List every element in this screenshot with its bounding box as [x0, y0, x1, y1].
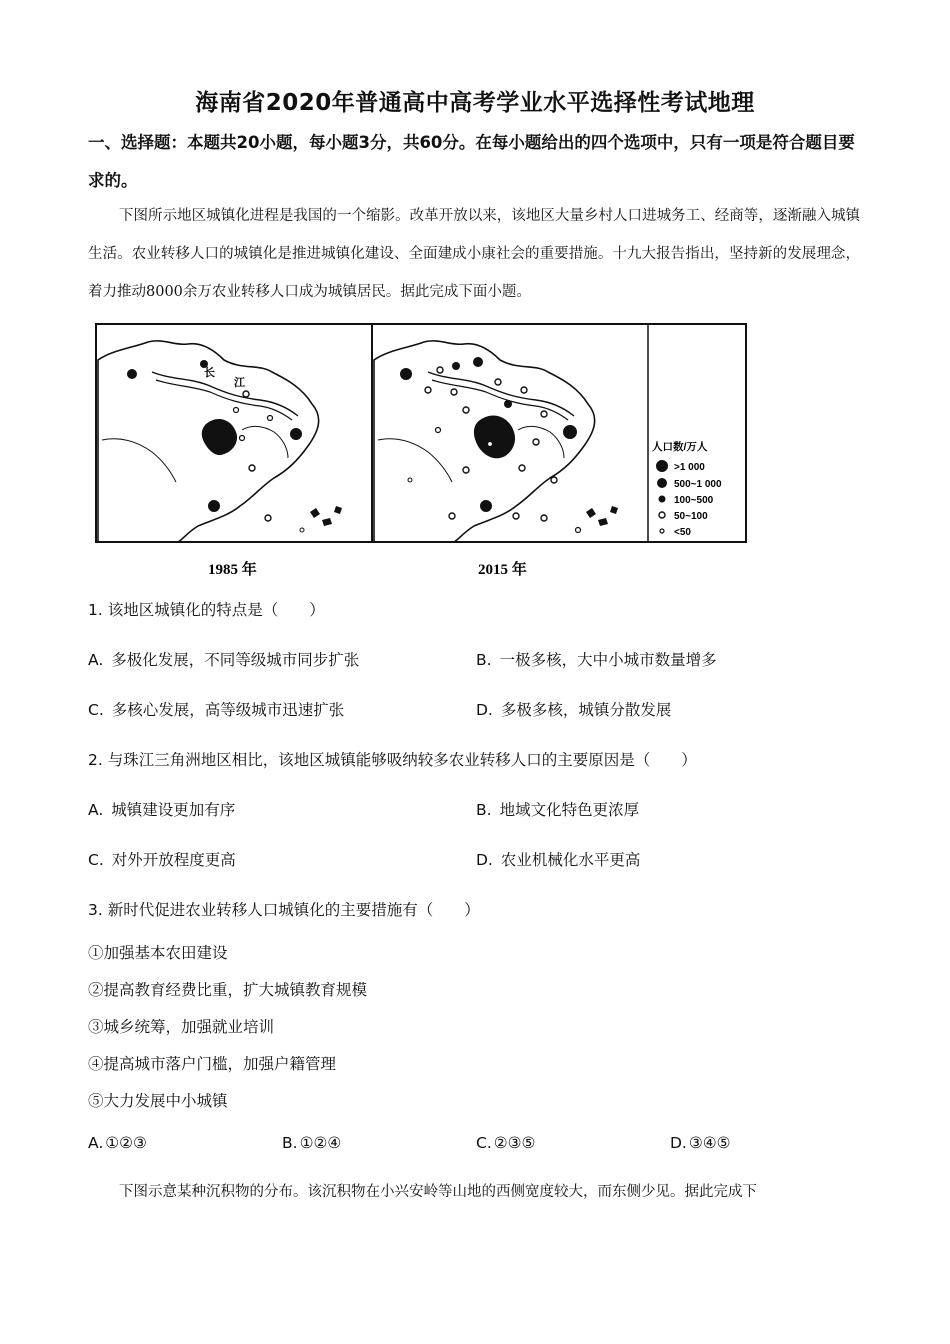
- option-letter: C.: [476, 1134, 492, 1152]
- option-letter: B.: [476, 651, 492, 669]
- option-text: 多极多核，城镇分散发展: [500, 701, 672, 719]
- river-label-chang: 长: [204, 367, 215, 379]
- question-1: [88, 598, 325, 620]
- map-caption-1985: 1985 年: [208, 562, 257, 578]
- q3-statement-5: ⑤大力发展中小城镇: [88, 1092, 228, 1110]
- option-text: 地域文化特色更浓厚: [499, 801, 640, 819]
- section-heading: 一、选择题：本题共20小题，每小题3分，共60分。在每小题给出的四个选项中，只有一项是符合题目要求的。: [88, 133, 855, 190]
- option-letter: C.: [88, 701, 104, 719]
- legend-item-100-500: 100~500: [674, 495, 714, 506]
- option-text: 多核心发展，高等级城市迅速扩张: [111, 701, 345, 719]
- option-text: 城镇建设更加有序: [111, 801, 236, 819]
- question-stem: 与珠江三角洲地区相比，该地区城镇能够吸纳较多农业转移人口的主要原因是（ ）: [107, 751, 697, 769]
- q3-statement-4: ④提高城市落户门槛，加强户籍管理: [88, 1055, 337, 1073]
- river-label-jiang: 江: [234, 377, 245, 389]
- legend-title: 人口数/万人: [652, 441, 708, 453]
- urbanization-map-figure: [92, 320, 748, 580]
- page-title: 海南省2020年普通高中高考学业水平选择性考试地理: [195, 90, 755, 116]
- option-text: ②③⑤: [493, 1134, 536, 1152]
- option-text: ①②④: [299, 1134, 342, 1152]
- question-3: [88, 898, 480, 920]
- option-letter: D.: [670, 1134, 687, 1152]
- q2-option-d[interactable]: [476, 848, 640, 870]
- option-text: ①②③: [105, 1134, 147, 1152]
- option-text: ③④⑤: [688, 1134, 731, 1152]
- q3-statement-3: ③城乡统筹，加强就业培训: [88, 1018, 275, 1036]
- option-text: 多极化发展，不同等级城市同步扩张: [111, 651, 360, 669]
- option-letter: A.: [88, 651, 104, 669]
- option-text: 对外开放程度更高: [111, 851, 236, 869]
- q2-option-a[interactable]: [88, 798, 235, 820]
- q3-option-b[interactable]: [282, 1134, 341, 1152]
- q1-option-d[interactable]: [476, 698, 671, 720]
- option-letter: D.: [476, 851, 493, 869]
- option-letter: A.: [88, 1134, 104, 1152]
- option-letter: D.: [476, 701, 493, 719]
- q2-option-b[interactable]: [476, 798, 639, 820]
- question-2: [88, 748, 697, 770]
- map-legend: [652, 440, 722, 538]
- question-number: 1.: [88, 601, 103, 619]
- legend-item-lt50: <50: [674, 527, 691, 538]
- option-letter: C.: [88, 851, 104, 869]
- q3-statement-1: ①加强基本农田建设: [88, 944, 228, 962]
- option-letter: A.: [88, 801, 104, 819]
- next-intro-paragraph: 下图示意某种沉积物的分布。该沉积物在小兴安岭等山地的西侧宽度较大，而东侧少见。据此完成下: [119, 1184, 757, 1200]
- map-caption-2015: 2015 年: [478, 562, 527, 578]
- intro-paragraph: 下图所示地区城镇化进程是我国的一个缩影。改革开放以来，该地区大量乡村人口进城务工、经商等，逐渐融入城镇生活。农业转移人口的城镇化是推进城镇化建设、全面建成小康社会的重要措施。十九大报告指出，坚持新的发展理念，着力推动8000余万农业转移人口成为城镇居民。据此完成下面小题。: [88, 208, 860, 300]
- legend-item-500-1000: 500~1 000: [674, 479, 722, 490]
- option-text: 农业机械化水平更高: [500, 851, 641, 869]
- map-2015: [374, 341, 618, 542]
- option-letter: B.: [282, 1134, 298, 1152]
- q3-option-a[interactable]: [88, 1134, 147, 1152]
- question-stem: 新时代促进农业转移人口城镇化的主要措施有（ ）: [107, 901, 480, 919]
- q1-option-b[interactable]: [476, 648, 717, 670]
- q1-option-c[interactable]: [88, 698, 344, 720]
- q3-option-d[interactable]: [670, 1134, 731, 1152]
- legend-item-50-100: 50~100: [674, 511, 708, 522]
- question-stem: 该地区城镇化的特点是（ ）: [107, 601, 325, 619]
- q1-option-a[interactable]: [88, 648, 359, 670]
- legend-item-gt1000: >1 000: [674, 462, 705, 473]
- option-text: 一极多核，大中小城市数量增多: [499, 651, 717, 669]
- q3-option-c[interactable]: [476, 1134, 535, 1152]
- q2-option-c[interactable]: [88, 848, 236, 870]
- question-number: 3.: [88, 901, 103, 919]
- option-letter: B.: [476, 801, 492, 819]
- q3-statement-2: ②提高教育经费比重，扩大城镇教育规模: [88, 981, 368, 999]
- question-number: 2.: [88, 751, 103, 769]
- map-1985: [98, 341, 342, 542]
